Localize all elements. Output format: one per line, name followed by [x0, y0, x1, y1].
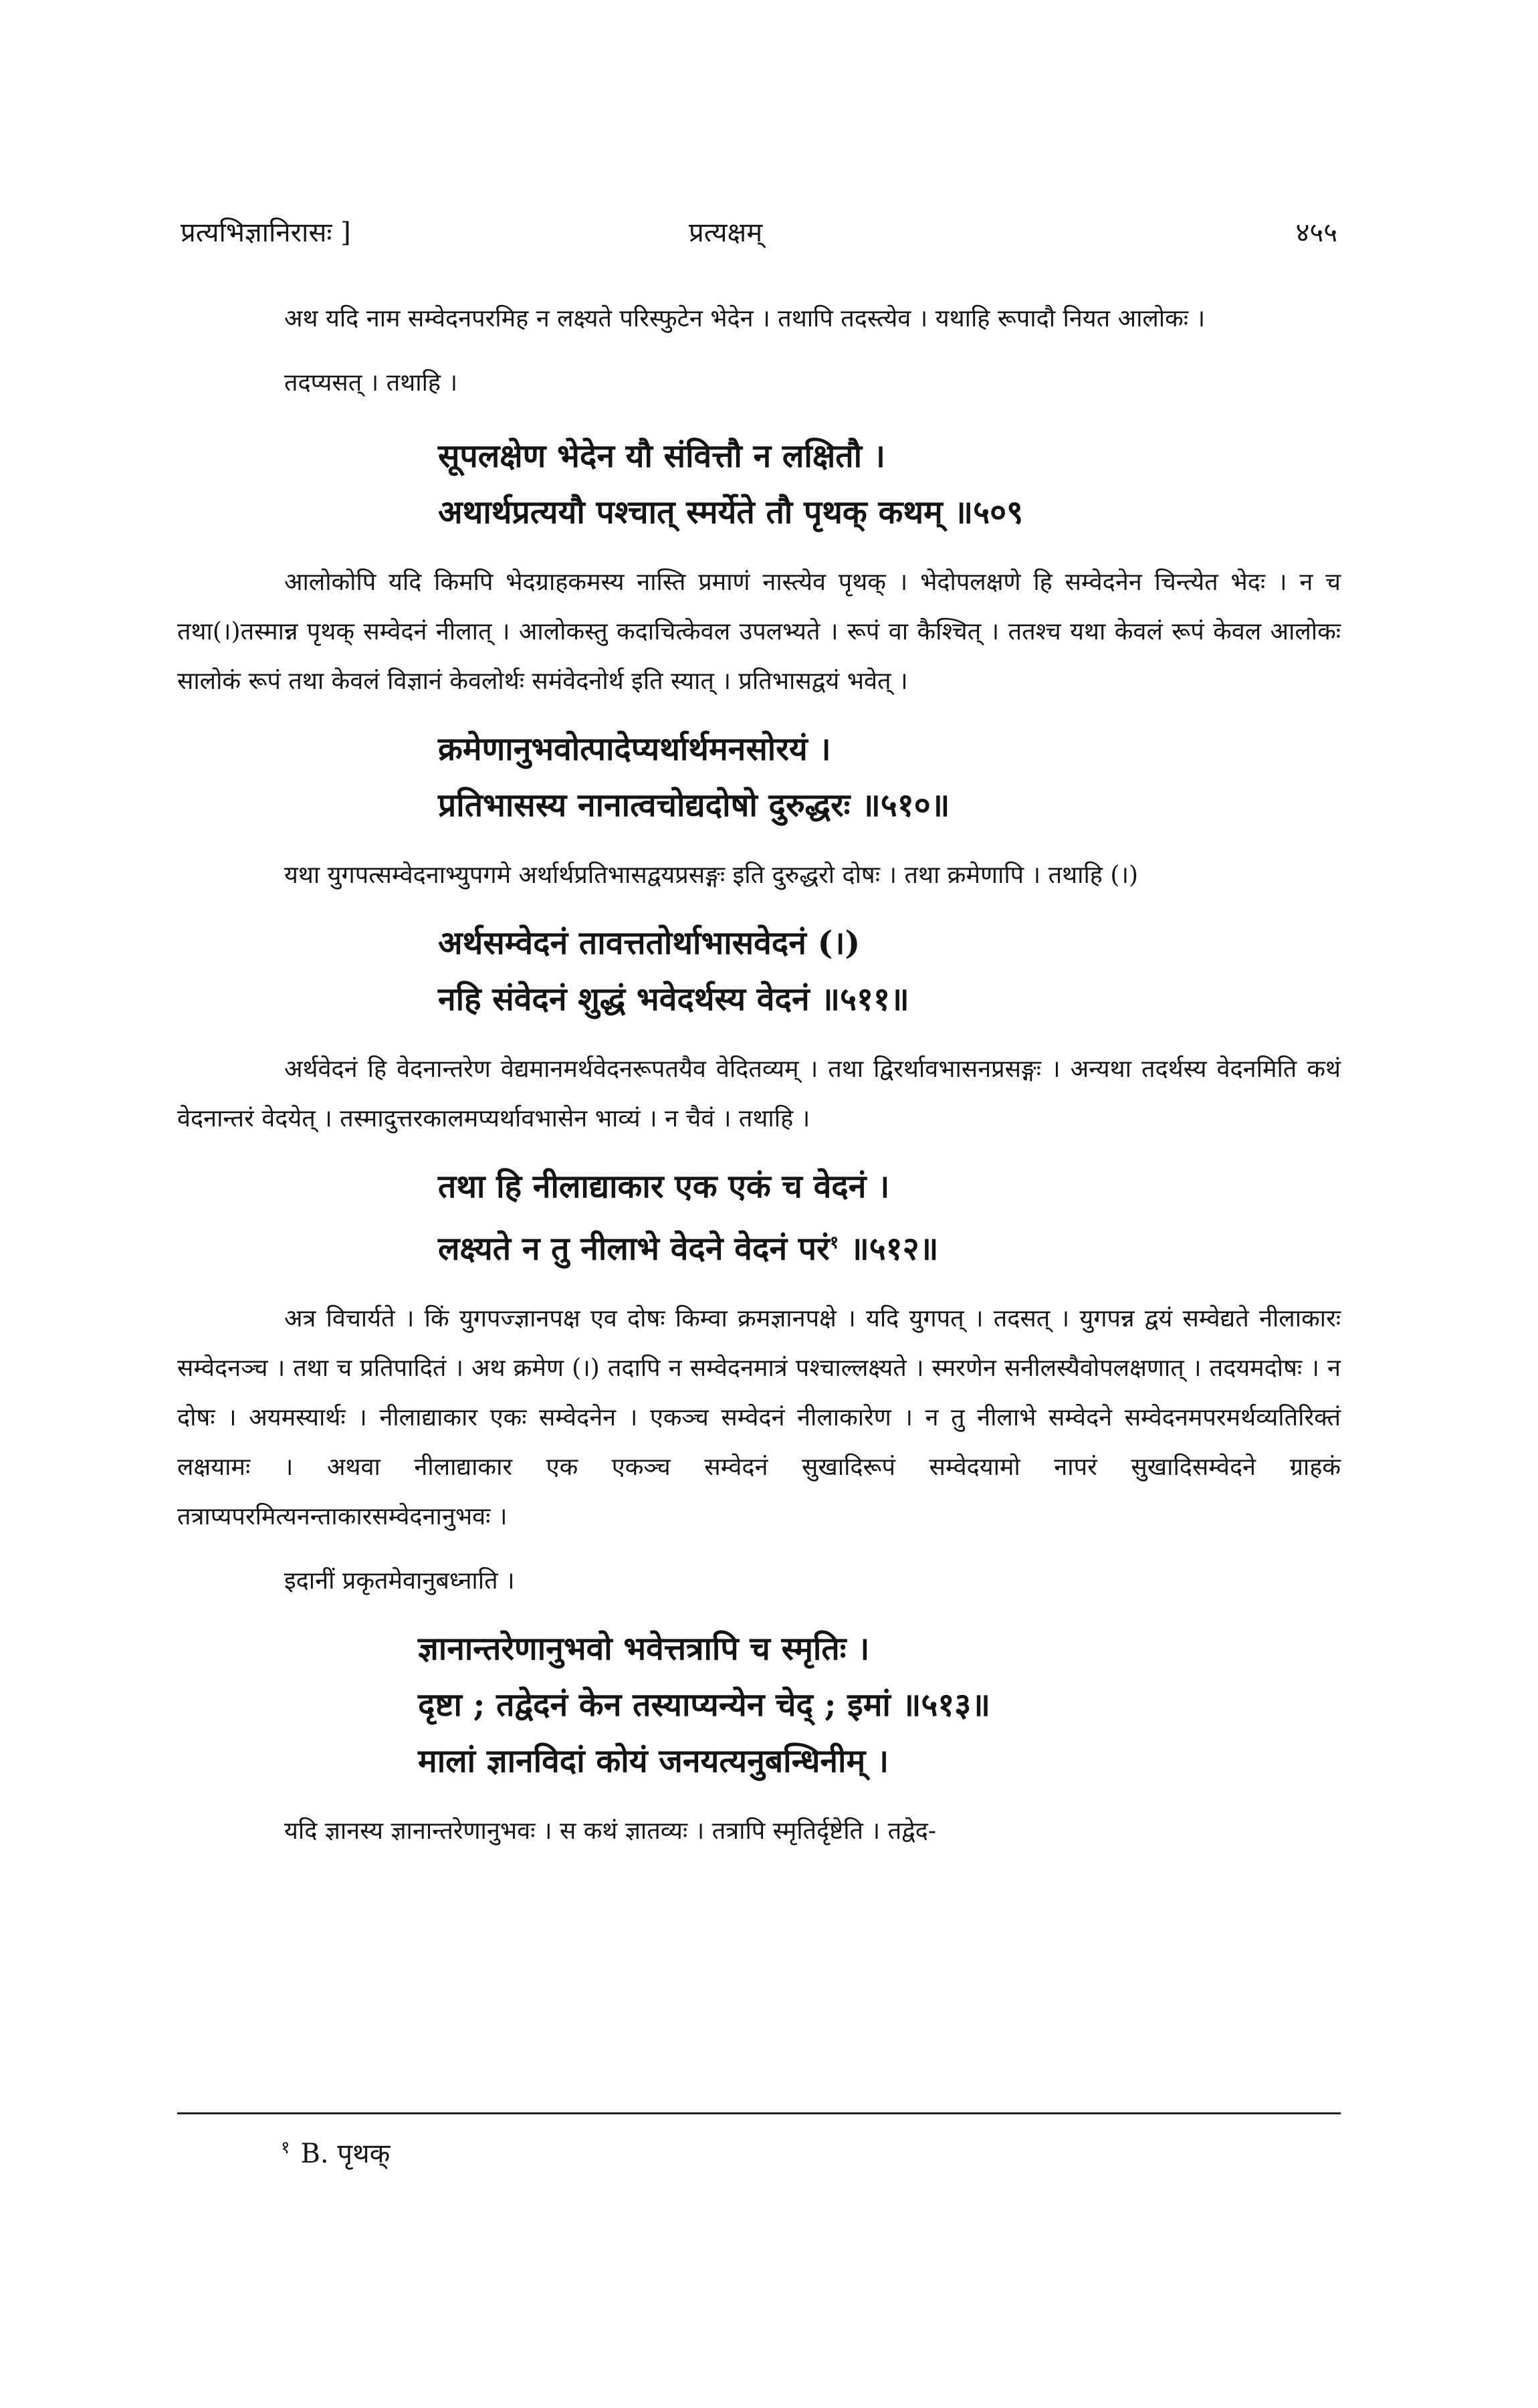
verse-509	[177, 428, 1341, 540]
verse-512-line-2-text: लक्ष्यते न तु नीलाभे वेदने वेदनं परं	[438, 1230, 830, 1268]
commentary-paragraph-1: अथ यदि नाम सम्वेदनपरमिह न लक्ष्यते परिस्फुटेन भेदेन । तथापि तदस्त्येव । यथाहि रूपादौ नियत आलोकः ।	[284, 305, 1206, 332]
footnote-mark: १	[281, 2137, 290, 2158]
verse-512	[177, 1159, 1341, 1277]
verse-513-line-3: मालां ज्ञानविदां कोयं जनयत्यनुबन्धिनीम् ।	[418, 1742, 889, 1780]
verse-513-line-2: दृष्टा ; तद्वेदनं केन तस्याप्यन्येन चेद् ; इमां ॥५१३॥	[418, 1686, 990, 1724]
verse-512-number: ॥५१२॥	[839, 1230, 939, 1268]
page-body	[177, 294, 1341, 1871]
commentary-paragraph-8: यदि ज्ञानस्य ज्ञानान्तरेणानुभवः । स कथं ज्ञातव्यः । तत्रापि स्मृतिर्दृष्टेति । तद्वेद-	[284, 1817, 937, 1845]
commentary-paragraph-7: इदानीं प्रकृतमेवानुबध्नाति ।	[284, 1567, 515, 1595]
verse-510-line-2: प्रतिभासस्य नानात्वचोद्यदोषो दुरुद्धरः ॥५१०॥	[438, 787, 950, 824]
verse-509-line-1: सूपलक्षेण भेदेन यौ संवित्तौ न लक्षितौ ।	[438, 437, 885, 475]
page-header	[181, 213, 1337, 260]
running-head-title: प्रत्यक्षम्	[689, 217, 763, 248]
verse-510-line-1: क्रमेणानुभवोत्पादेप्यर्थार्थमनसोरयं ।	[438, 730, 831, 768]
verse-511	[177, 915, 1341, 1027]
verse-511-line-1: अर्थसम्वेदनं तावत्ततोर्थाभासवेदनं (।)	[438, 924, 861, 962]
verse-511-line-2: नहि संवेदनं शुद्धं भवेदर्थस्य वेदनं ॥५११॥	[438, 981, 909, 1018]
commentary-paragraph-6: अत्र विचार्यते । किं युगपज्ज्ञानपक्ष एव दोषः किम्वा क्रमज्ञानपक्षे । यदि युगपत् । तदसत् । युगपन्न द्वयं सम्वेद्यते नीलाकारः सम्वेदनञ्च । तथा च प्रतिपादितं । अथ क्रमेण (।) तदापि न सम्वेदनमात्रं पश्चाल्लक्ष्यते । स्मरणेन सनीलस्यैवोपलक्षणात् । तदयमदोषः । न दोषः । अयमस्यार्थः । नीलाद्याकार एकः सम्वेदनेन । एकञ्च सम्वेदनं नीलाकारेण । न तु नीलाभे सम्वेदने सम्वेदनमपरमर्थव्यतिरिक्तं लक्षयामः । अथवा नीलाद्याकार एक एकञ्च सम्वेदनं सुखादिरूपं सम्वेदयामो नापरं सुखादिसम्वेदने ग्राहकं तत्राप्यपरमित्यनन्ताकारसम्वेदनानुभवः ।	[177, 1305, 1341, 1530]
page-number: ४५५	[1295, 217, 1337, 248]
footnote-reference-mark: १	[829, 1233, 839, 1253]
running-head-section: प्रत्यभिज्ञानिरासः ]	[181, 217, 351, 248]
commentary-paragraph-4: यथा युगपत्सम्वेदनाभ्युपगमे अर्थार्थप्रतिभासद्वयप्रसङ्गः इति दुरुद्धरो दोषः । तथा क्रमेणापि । तथाहि (।)	[284, 862, 1139, 889]
commentary-paragraph-2: तदप्यसत् । तथाहि ।	[284, 369, 458, 397]
verse-512-line-2	[438, 1215, 1341, 1277]
footnote-divider	[177, 2112, 1341, 2114]
footnote-text: B. पृथक्	[300, 2138, 391, 2169]
commentary-paragraph-5: अर्थवेदनं हि वेदनान्तरेण वेद्यमानमर्थवेदनरूपतयैव वेदितव्यम् । तथा द्विरर्थावभासनप्रसङ्गः । अन्यथा तदर्थस्य वेदनमिति कथं वेदनान्तरं वेदयेत् । तस्मादुत्तरकालमप्यर्थावभासेन भाव्यं । न चैवं । तथाहि ।	[177, 1056, 1341, 1132]
verse-512-line-1: तथा हि नीलाद्याकार एक एकं च वेदनं ।	[438, 1168, 890, 1205]
verse-509-line-2: अथार्थप्रत्ययौ पश्चात् स्मर्येते तौ पृथक् कथम् ॥५०९	[438, 494, 1024, 531]
verse-510	[177, 721, 1341, 833]
verse-513-line-1: ज्ञानान्तरेणानुभवो भवेत्तत्रापि च स्मृतिः ।	[418, 1630, 870, 1668]
footnote	[281, 2134, 390, 2171]
commentary-paragraph-3: आलोकोपि यदि किमपि भेदग्राहकमस्य नास्ति प्रमाणं नास्त्येव पृथक् । भेदोपलक्षणे हि सम्वेदनेन चिन्त्येत भेदः । न च तथा(।)तस्मान्न पृथक् सम्वेदनं नीलात् । आलोकस्तु कदाचित्केवल उपलभ्यते । रूपं वा कैश्चित् । ततश्च यथा केवलं रूपं केवल आलोकः सालोकं रूपं तथा केवलं विज्ञानं केवलोर्थः समंवेदनोर्थ इति स्यात् । प्रतिभासद्वयं भवेत् ।	[177, 569, 1341, 695]
verse-513	[177, 1621, 1341, 1789]
